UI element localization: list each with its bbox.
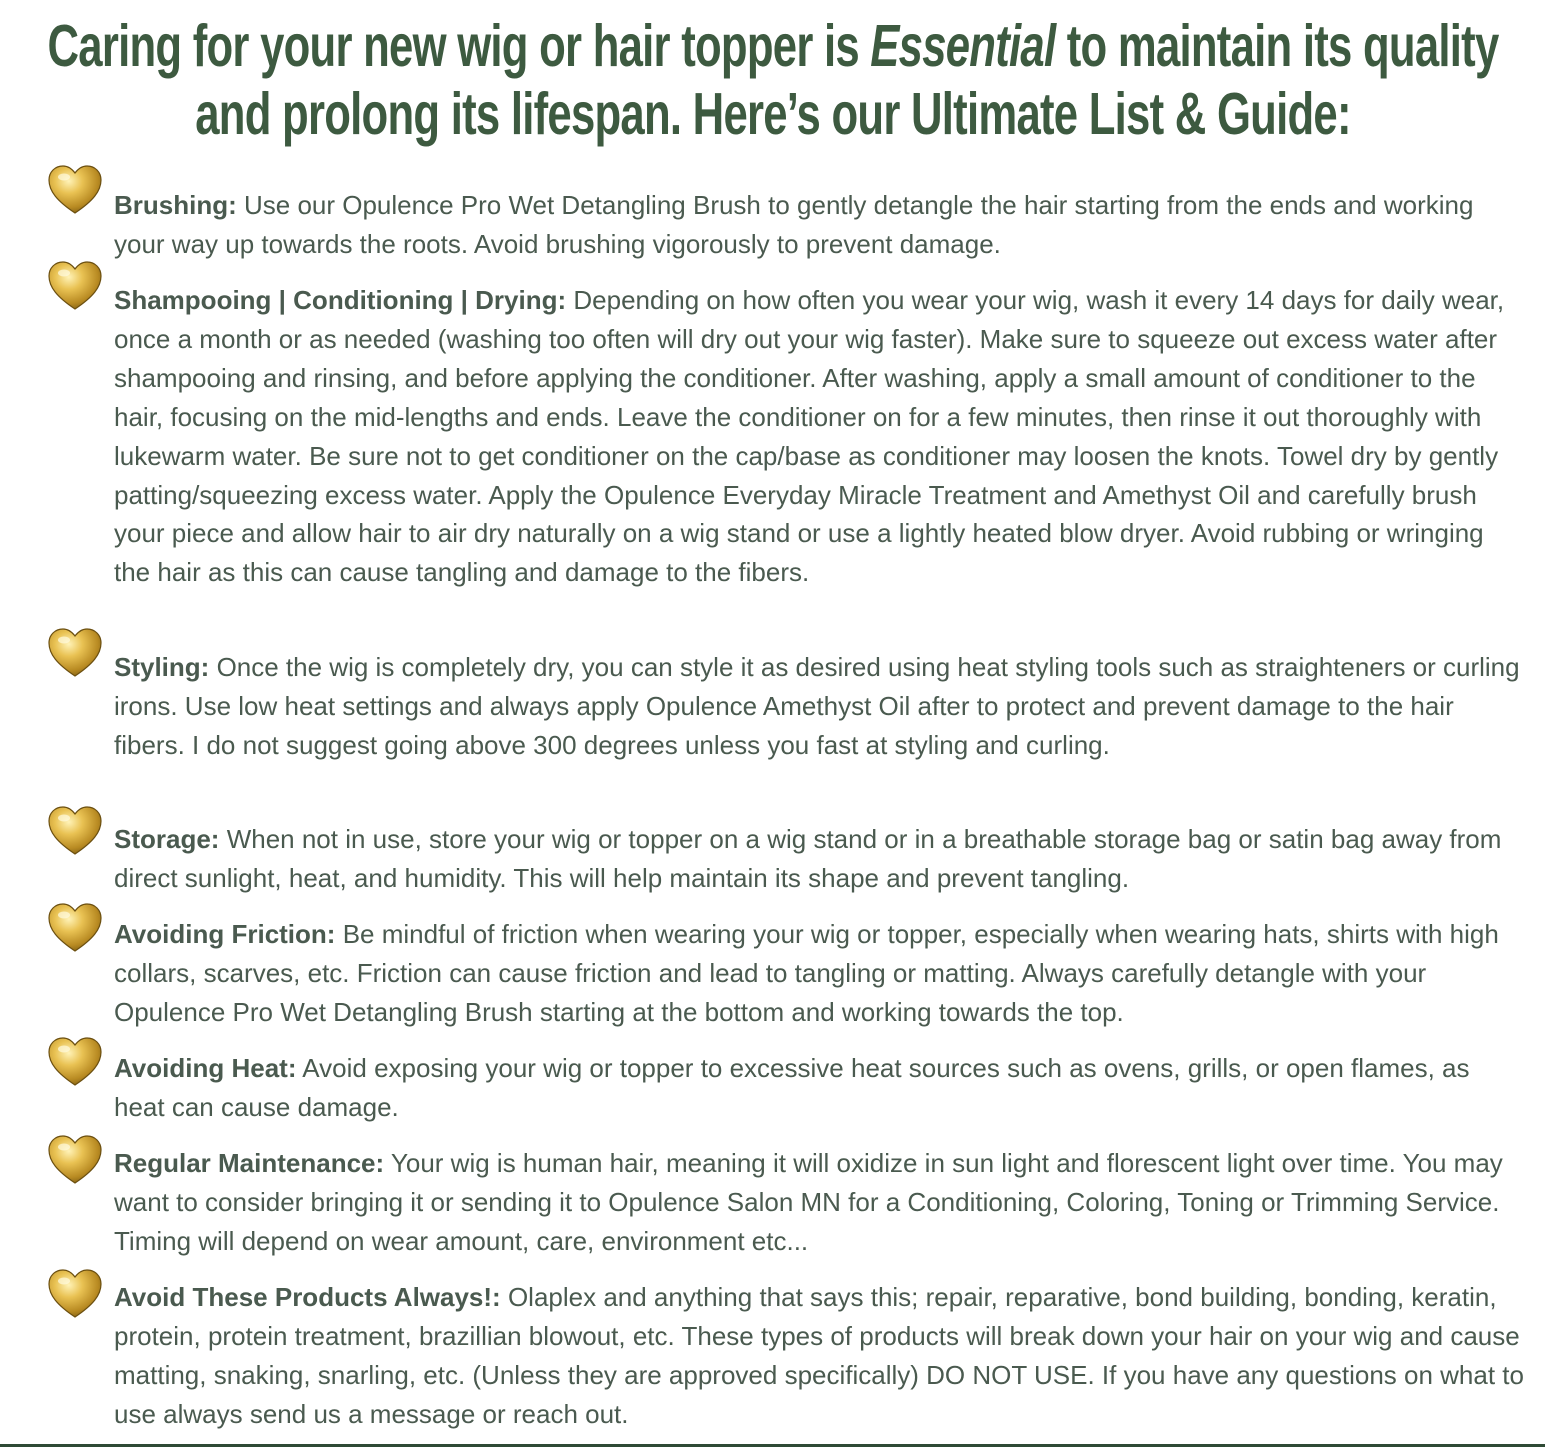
list-item-text: [114, 915, 1526, 1032]
gold-heart-icon: [47, 805, 103, 857]
item-label: Avoiding Friction:: [114, 919, 336, 949]
item-label: Storage:: [114, 824, 220, 854]
item-body: When not in use, store your wig or topper on a wig stand or in a breathable storage bag or satin bag away from direct sunlight, heat, and humidity. This will help maintain its shape and prevent tangling.: [114, 824, 1502, 893]
item-label: Regular Maintenance:: [114, 1148, 385, 1178]
gold-heart-icon: [47, 1036, 103, 1088]
item-body: Avoid exposing your wig or topper to excessive heat sources such as ovens, grills, or open flames, as heat can cause damage.: [114, 1053, 1470, 1122]
title-part1: Caring for your new wig or hair topper is: [47, 13, 871, 79]
list-item-text: [114, 820, 1526, 898]
gold-heart-icon: [47, 260, 103, 312]
gold-heart-icon: [47, 902, 103, 954]
gold-heart-icon: [47, 627, 103, 679]
item-body: Your wig is human hair, meaning it will oxidize in sun light and florescent light over time. You may want to consider bringing it or sending it to Opulence Salon MN for a Conditioning, Coloring, Toning or Trimming Service. Timing will depend on wear amount, care, environment etc...: [114, 1148, 1503, 1256]
title-part2: to maintain its quality and prolong its lifespan. Here’s our Ultimate List & Guide:: [195, 13, 1499, 147]
item-label: Brushing:: [114, 190, 237, 220]
list-item-text: [114, 1278, 1526, 1434]
item-label: Avoiding Heat:: [114, 1053, 297, 1083]
list-item-text: [114, 1144, 1526, 1261]
list-item-text: [114, 186, 1526, 264]
item-body: Be mindful of friction when wearing your wig or topper, especially when wearing hats, shirts with high collars, scarves, etc. Friction can cause friction and lead to tangling or matting. Always carefully detangle with your Opulence Pro Wet Detangling Brush starting at the bottom and working towards the top.: [114, 919, 1499, 1027]
item-body: Once the wig is completely dry, you can style it as desired using heat styling tools such as straighteners or curling irons. Use low heat settings and always apply Opulence Amethyst Oil after to protect and prevent damage to the hair fibers. I do not suggest going above 300 degrees unless you fast at styling and curling.: [114, 652, 1520, 760]
list-item-text: [114, 281, 1526, 592]
item-body: Use our Opulence Pro Wet Detangling Brush to gently detangle the hair starting from the ends and working your way up towards the roots. Avoid brushing vigorously to prevent damage.: [114, 190, 1474, 259]
list-item-text: [114, 648, 1526, 765]
item-label: Avoid These Products Always!:: [114, 1282, 501, 1312]
title-emphasis: Essential: [870, 13, 1056, 79]
gold-heart-icon: [47, 164, 103, 216]
list-item-text: [114, 1049, 1526, 1127]
item-body: Olaplex and anything that says this; repair, reparative, bond building, bonding, keratin, protein, protein treatment, brazillian blowout, etc. These types of products will break down your hair on your wig and cause matting, snaking, snarling, etc. (Unless they are approved specifically) DO NOT USE. If you have any questions on what to use always send us a message or reach out.: [114, 1282, 1524, 1429]
item-body: Depending on how often you wear your wig, wash it every 14 days for daily wear, once a month or as needed (washing too often will dry out your wig faster). Make sure to squeeze out excess water after shampooing and rinsing, and before applying the conditioner. After washing, apply a small amount of conditioner to the hair, focusing on the mid-lengths and ends. Leave the conditioner on for a few minutes, then rinse it out thoroughly with lukewarm water. Be sure not to get conditioner on the cap/base as conditioner may loosen the knots. Towel dry by gently patting/squeezing excess water. Apply the Opulence Everyday Miracle Treatment and Amethyst Oil and carefully brush your piece and allow hair to air dry naturally on a wig stand or use a lightly heated blow dryer. Avoid rubbing or wringing the hair as this can cause tangling and damage to the fibers.: [114, 285, 1505, 588]
gold-heart-icon: [47, 1134, 103, 1186]
item-label: Styling:: [114, 652, 210, 682]
gold-heart-icon: [47, 1268, 103, 1320]
page-title: [15, 0, 1532, 148]
item-label: Shampooing | Conditioning | Drying:: [114, 285, 567, 315]
